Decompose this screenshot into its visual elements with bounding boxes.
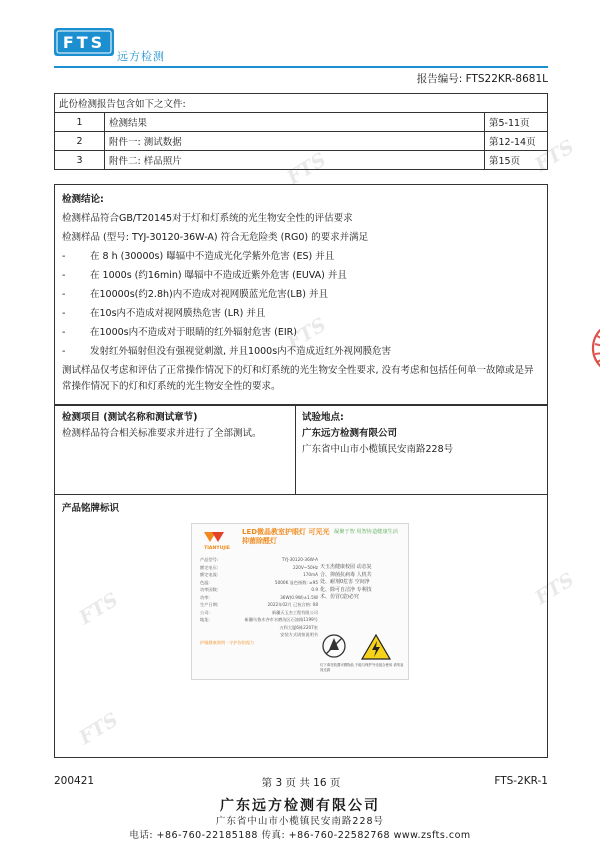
bullet-text: 在 8 h (30000s) 曝辐中不造成光化学紫外危害 (ES) 并且 [90, 251, 335, 262]
watermark: FTS [531, 568, 579, 610]
spec-row [200, 594, 318, 602]
spec-row [200, 571, 318, 579]
footer-company: 广东远方检测有限公司 [220, 798, 380, 814]
test-items-text: 检测样品符合相关标准要求并进行了全部测试。 [62, 428, 262, 439]
spec-value: 0.9 [311, 587, 318, 592]
spec-row [200, 556, 318, 564]
spec-value: 36W(0.9W)±1.5W [280, 594, 318, 600]
spec-key: 功率: [200, 594, 210, 600]
spec-footer: 护眼健康照明 · 守护你的视力 [200, 639, 255, 645]
spec-value: 万科大厦6栋2207室 [279, 624, 318, 630]
row-pages: 第5-11页 [485, 113, 548, 132]
page-number: 第 3 页 共 16 页 [261, 777, 341, 789]
row-number: 1 [55, 113, 105, 132]
spec-row [200, 631, 318, 639]
list-item [62, 342, 540, 361]
bullet-dash: - [62, 270, 66, 281]
table-row [55, 113, 548, 132]
warning-symbols [320, 632, 404, 674]
watermark: FTS [75, 708, 123, 750]
conclusion-title: 检测结论: [62, 194, 104, 205]
list-item [62, 323, 540, 342]
test-location-section [295, 405, 548, 495]
brand-name: 远方检测 [117, 50, 165, 63]
logo-letters: FTS [62, 33, 106, 52]
spec-value: 新疆乌鲁木齐市水磨沟区石油路1199号 [244, 617, 318, 622]
bullet-text: 在1000s内不造成对于眼睛的红外辐射危害 (EIR) [90, 327, 297, 338]
row-document: 附件一: 测试数据 [105, 132, 485, 151]
list-item [62, 247, 540, 266]
documents-table [54, 93, 548, 170]
conclusion-line: 检测样品符合GB/T20145对于灯和灯系统的光生物安全性的评估要求 [62, 213, 353, 224]
spec-row [200, 586, 318, 594]
location-address: 广东省中山市小榄镇民安南路228号 [302, 444, 454, 455]
test-items-title: 检测项目 (测试名称和测试章节) [62, 412, 198, 423]
spec-key: 产品型号: [200, 557, 219, 562]
spec-value: 220V~50Hz [292, 564, 318, 570]
tianyujie-logo [198, 530, 236, 552]
bullet-dash: - [62, 308, 66, 319]
spec-value: 安装方式请按说明书 [280, 632, 318, 637]
spec-value: 2022年02月 已检合格: 08 [267, 602, 318, 607]
document-code: 200421 [54, 775, 95, 787]
row-number: 3 [55, 151, 105, 170]
row-pages: 第12-14页 [485, 132, 548, 151]
header-divider [54, 66, 548, 68]
feature-text: 天玉杰健康校园 动态复合、抑菌抗病毒 人机共处、耐剂0危害 空间净化、除可自洁净 专利技术、仿冒(造)必究 [320, 564, 372, 600]
bullet-text: 在 1000s (约16min) 曝辐中不造成近紫外危害 (EUVA) 并且 [90, 270, 347, 281]
conclusion-section [54, 184, 548, 405]
watermark: FTS [75, 588, 123, 630]
watermark: FTS [283, 148, 331, 190]
high-voltage-warning-icon [362, 635, 390, 659]
spec-row [200, 624, 318, 632]
spec-row [200, 601, 318, 609]
lamp-title: LED微晶教室护眼灯 可见光抑菌除醛灯 [242, 528, 330, 545]
spec-key: 额定电流: [200, 572, 219, 577]
report-number: 报告编号: FTS22KR-8681L [416, 73, 548, 85]
table-header-row [55, 94, 548, 113]
bullet-text: 在10s内不造成对视网膜热危害 (LR) 并且 [90, 308, 266, 319]
conclusion-line: 检测样品 (型号: TYJ-30120-36W-A) 符合无危险类 (RG0) 的要求并满足 [62, 232, 369, 243]
conclusion-closing: 测试样品仅考虑和评估了正常操作情况下的灯和灯系统的光生物安全性要求, 没有考虑和包括任何单一故障或是异常操作情况下的灯和灯系统的光生物安全性的要求。 [62, 365, 534, 392]
symbol-caption: 灯下请勿放置可燃物品 不能与保护外壳组合使用 请勿直视光源 [320, 663, 404, 672]
footer-address: 广东省中山市小榄镇民安南路228号 [215, 816, 385, 827]
watermark: FTS [531, 135, 579, 177]
spec-list [200, 556, 318, 646]
seal-stamp-fragment [585, 318, 600, 378]
list-item [62, 266, 540, 285]
bullet-dash: - [62, 327, 66, 338]
nameplate-section [54, 494, 548, 758]
spec-value: 170mA [303, 572, 318, 577]
spec-key: 色温: [200, 579, 210, 585]
location-company: 广东远方检测有限公司 [302, 428, 398, 439]
table-row [55, 151, 548, 170]
spec-value: 新疆天玉杰工程有限公司 [271, 609, 318, 615]
lamp-slogan: 凝聚于智 用智协造健康生活 [334, 529, 398, 535]
bullet-dash: - [62, 346, 66, 357]
spec-row [200, 616, 318, 624]
location-title: 试验地点: [302, 412, 344, 423]
documents-intro: 此份检测报告包含如下之文件: [55, 94, 548, 113]
watermark: FTS [283, 313, 331, 355]
spec-key: 公司: [200, 609, 210, 615]
nameplate-photo [191, 523, 409, 680]
list-item [62, 285, 540, 304]
spec-row [200, 579, 318, 587]
bullet-dash: - [62, 289, 66, 300]
bullet-text: 发射红外辐射但没有强视觉刺激, 并且1000s内不造成近红外视网膜危害 [90, 346, 392, 357]
row-document: 检测结果 [105, 113, 485, 132]
fts-logo [54, 28, 114, 56]
footer-contact: 电话: +86-760-22185188 传真: +86-760-22582768 www.zsfts.com [129, 830, 471, 841]
list-item [62, 304, 540, 323]
row-number: 2 [55, 132, 105, 151]
row-pages: 第15页 [485, 151, 548, 170]
spec-value: 5000K 显色指数: ≥95 [274, 579, 318, 585]
bullet-text: 在10000s(约2.8h)内不造成对视网膜蓝光危害(LB) 并且 [90, 289, 328, 300]
tianyujie-brand: TIANYUJIE [204, 546, 230, 551]
spec-row [200, 609, 318, 617]
spec-row [200, 564, 318, 572]
form-code: FTS-2KR-1 [494, 775, 548, 787]
table-row [55, 132, 548, 151]
spec-value: TYJ-30120-36W-A [281, 557, 318, 562]
spec-key: 功率因数: [200, 587, 219, 592]
no-flammables-icon [323, 635, 345, 657]
row-document: 附件二: 样品照片 [105, 151, 485, 170]
spec-key: 额定电压: [200, 564, 219, 570]
bullet-dash: - [62, 251, 66, 262]
test-items-section [54, 405, 296, 495]
symbol-graphics [320, 632, 404, 662]
spec-key: 生产日期: [200, 602, 219, 607]
spec-key: 地址: [200, 617, 210, 622]
nameplate-title: 产品铭牌标识 [62, 503, 120, 514]
